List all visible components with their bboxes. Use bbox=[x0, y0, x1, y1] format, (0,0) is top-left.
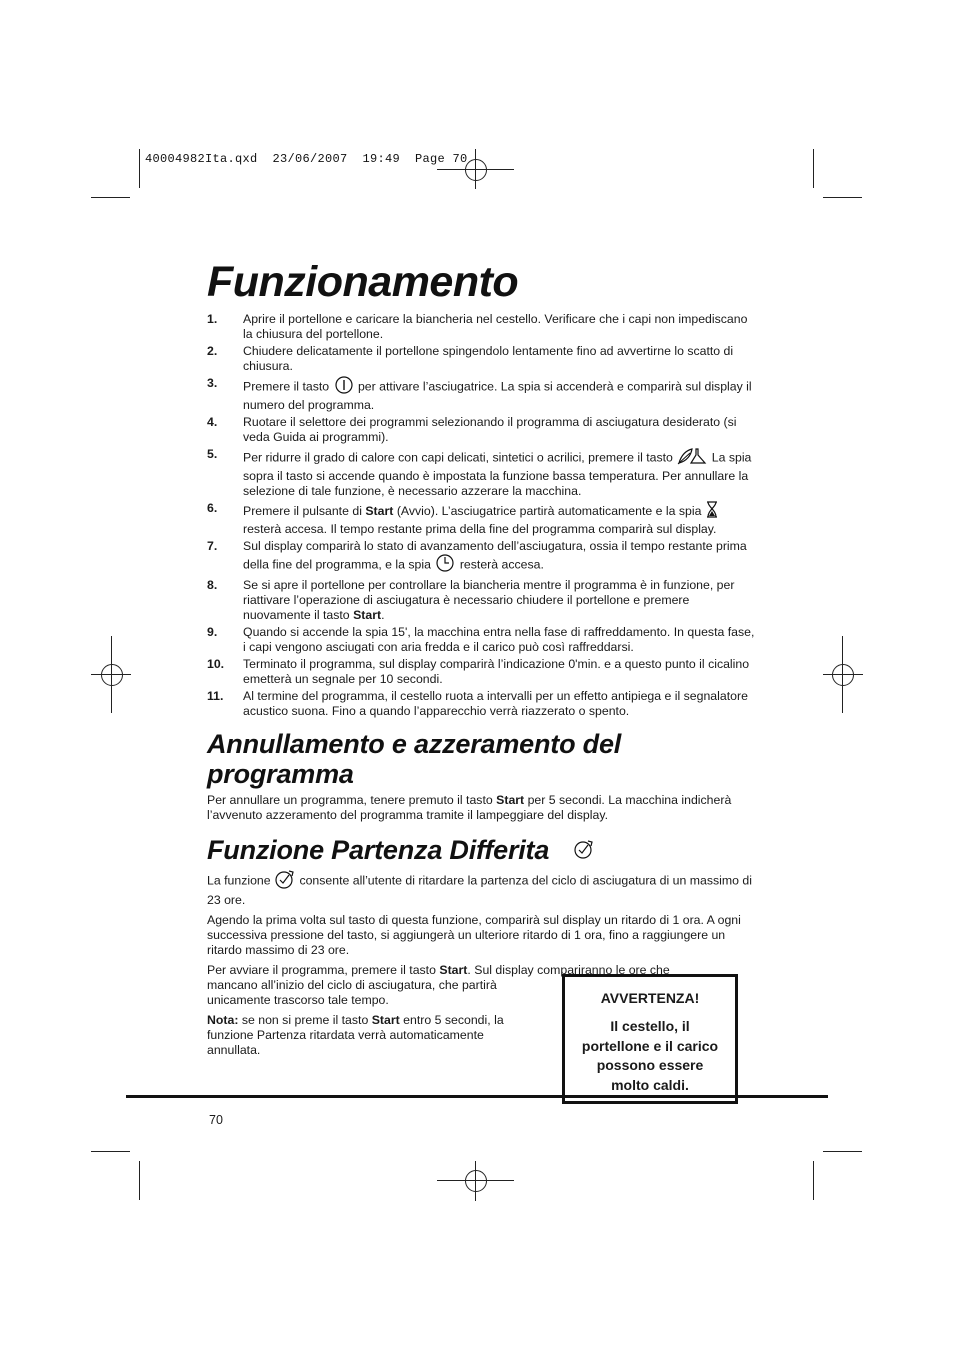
low-heat-icon bbox=[676, 447, 708, 469]
delay-paragraph bbox=[207, 869, 755, 908]
note-label: Nota: bbox=[207, 1013, 239, 1027]
step-text: Aprire il portellone e caricare la biancheria nel cestello. Verificare che i capi non impediscano la chiusura del portellone. bbox=[243, 312, 748, 341]
list-item bbox=[207, 312, 755, 342]
note-text: entro 5 secondi, la funzione Partenza ritardata verrà automaticamente annullata. bbox=[207, 1013, 504, 1057]
note-text: se non si preme il tasto bbox=[241, 1013, 369, 1027]
step-number: 7. bbox=[207, 539, 218, 553]
step-text: Premere il tasto bbox=[243, 379, 330, 394]
hourglass-icon bbox=[705, 501, 719, 522]
step-number: 3. bbox=[207, 376, 218, 390]
crop-mark bbox=[139, 149, 140, 188]
step-text: Terminato il programma, sul display comparirà l’indicazione 0'min. e a questo punto il cicalino emetterà un segnale per 10 secondi. bbox=[243, 657, 750, 686]
power-button-icon bbox=[333, 376, 355, 398]
delay-heading-text: Funzione Partenza Differita bbox=[207, 835, 550, 865]
list-item bbox=[207, 415, 755, 445]
step-number: 11. bbox=[207, 689, 224, 703]
delay-heading bbox=[207, 835, 755, 865]
warning-body: Il cestello, il portellone e il carico possono essere molto caldi. bbox=[581, 1018, 719, 1093]
list-item bbox=[207, 578, 755, 623]
step-text: Al termine del programma, il cestello ruota a intervalli per un effetto antipiega e il segnalatore acustico suona. Fino a quando l’apparecchio verrà riazzerato o spento. bbox=[243, 689, 748, 718]
crop-mark bbox=[91, 1151, 130, 1152]
step-text: Se si apre il portellone per controllare la biancheria mentre il programma è in funzione, per riattivare l’operazione di asciugatura è necessario chiudere il portellone e premere nuovamente il tasto bbox=[243, 578, 735, 622]
step-number: 8. bbox=[207, 578, 218, 592]
crop-mark bbox=[813, 149, 814, 188]
list-item bbox=[207, 657, 755, 687]
cancel-heading: Annullamento e azzeramento del programma bbox=[207, 729, 622, 789]
warning-title: AVVERTENZA! bbox=[600, 990, 700, 1006]
start-label: Start bbox=[365, 503, 394, 518]
step-text: Ruotare il selettore dei programmi selezionando il programma di asciugatura desiderato (si veda Guida ai programmi). bbox=[243, 415, 737, 444]
step-text: Sul display comparirà lo stato di avanzamento dell’asciugatura, ossia il tempo restante prima della fine del programma, e la spia bbox=[243, 539, 747, 572]
page-title: Funzionamento bbox=[207, 258, 519, 306]
steps-list bbox=[207, 312, 755, 719]
step-number: 10. bbox=[207, 657, 225, 671]
list-item bbox=[207, 376, 755, 413]
cancel-text: Per annullare un programma, tenere premuto il tasto bbox=[207, 793, 493, 807]
footer-rule bbox=[126, 1095, 828, 1098]
delay-text: . Sul display compariranno le ore che bbox=[467, 963, 670, 977]
list-item bbox=[207, 689, 755, 719]
note-and-warning bbox=[207, 978, 755, 1093]
step-number: 4. bbox=[207, 415, 218, 429]
crop-mark bbox=[139, 1161, 140, 1200]
note-paragraph bbox=[207, 1013, 537, 1058]
crop-mark bbox=[823, 1151, 862, 1152]
step-text: per attivare l’asciugatrice. La spia si accenderà e comparirà sul display il numero del programma. bbox=[243, 379, 752, 412]
start-label: Start bbox=[371, 1013, 400, 1027]
step-number: 5. bbox=[207, 447, 218, 461]
start-label: Start bbox=[496, 793, 525, 807]
start-label: Start bbox=[439, 963, 468, 977]
delay-paragraph: mancano all’inizio del ciclo di asciugatura, che partirà unicamente trascorso tale tempo. bbox=[207, 978, 497, 1007]
delay-start-icon bbox=[274, 869, 296, 893]
list-item bbox=[207, 447, 755, 499]
list-item bbox=[207, 539, 755, 576]
print-slug: 40004982Ita.qxd 23/06/2007 19:49 Page 70 bbox=[145, 152, 468, 166]
step-text: Per ridurre il grado di calore con capi delicati, sintetici o acrilici, premere il tasto bbox=[243, 450, 673, 465]
step-number: 9. bbox=[207, 625, 218, 639]
delay-start-icon bbox=[573, 835, 595, 865]
delay-text: La funzione bbox=[207, 873, 271, 888]
list-item bbox=[207, 344, 755, 374]
delay-text: Per avviare il programma, premere il tasto bbox=[207, 963, 436, 977]
step-text: Chiudere delicatamente il portellone spingendolo lentamente fino ad avvertirne lo scatto di chiusura. bbox=[243, 344, 734, 373]
warning-box bbox=[562, 974, 738, 1104]
cancel-paragraph bbox=[207, 793, 755, 823]
step-text: . bbox=[381, 608, 385, 622]
list-item bbox=[207, 625, 755, 655]
cancel-text: per 5 secondi. La macchina indicherà l’avvenuto azzeramento del programma tramite il lampeggiare del display. bbox=[207, 793, 732, 822]
step-text: La spia sopra il tasto si accende quando è impostata la funzione bassa temperatura. Per annullare la selezione di tale funzione, è necessario azzerare la macchina. bbox=[243, 450, 752, 498]
step-text: Quando si accende la spia 15', la macchina entra nella fase di raffreddamento. In questa fase, i capi vengono asciugati con aria fredda e il carico può così raffreddarsi. bbox=[243, 625, 755, 654]
step-number: 6. bbox=[207, 501, 218, 515]
step-number: 2. bbox=[207, 344, 218, 358]
crop-mark bbox=[91, 197, 130, 198]
step-number: 1. bbox=[207, 312, 218, 326]
crop-mark bbox=[813, 1161, 814, 1200]
clock-icon bbox=[434, 554, 456, 576]
delay-text: consente all’utente di ritardare la partenza del ciclo di asciugatura di un massimo di 23 ore. bbox=[207, 873, 752, 907]
step-text: (Avvio). L’asciugatrice partirà automaticamente e la spia bbox=[396, 503, 702, 518]
delay-paragraph: Agendo la prima volta sul tasto di questa funzione, comparirà sul display un ritardo di 1 ora. A ogni successiva pressione del tasto, si aggiungerà un ulteriore ritardo di 1 ora, fino a raggiungere un ritardo massimo di 23 ore. bbox=[207, 913, 741, 957]
list-item bbox=[207, 501, 755, 537]
start-label: Start bbox=[353, 608, 382, 622]
main-content bbox=[207, 256, 755, 1093]
step-text: resterà accesa. Il tempo restante prima della fine del programma comparirà sul display. bbox=[243, 522, 717, 536]
step-text: Premere il pulsante di bbox=[243, 503, 362, 518]
page-number: 70 bbox=[209, 1113, 223, 1127]
step-text: resterà accesa. bbox=[459, 557, 544, 572]
crop-mark bbox=[823, 197, 862, 198]
